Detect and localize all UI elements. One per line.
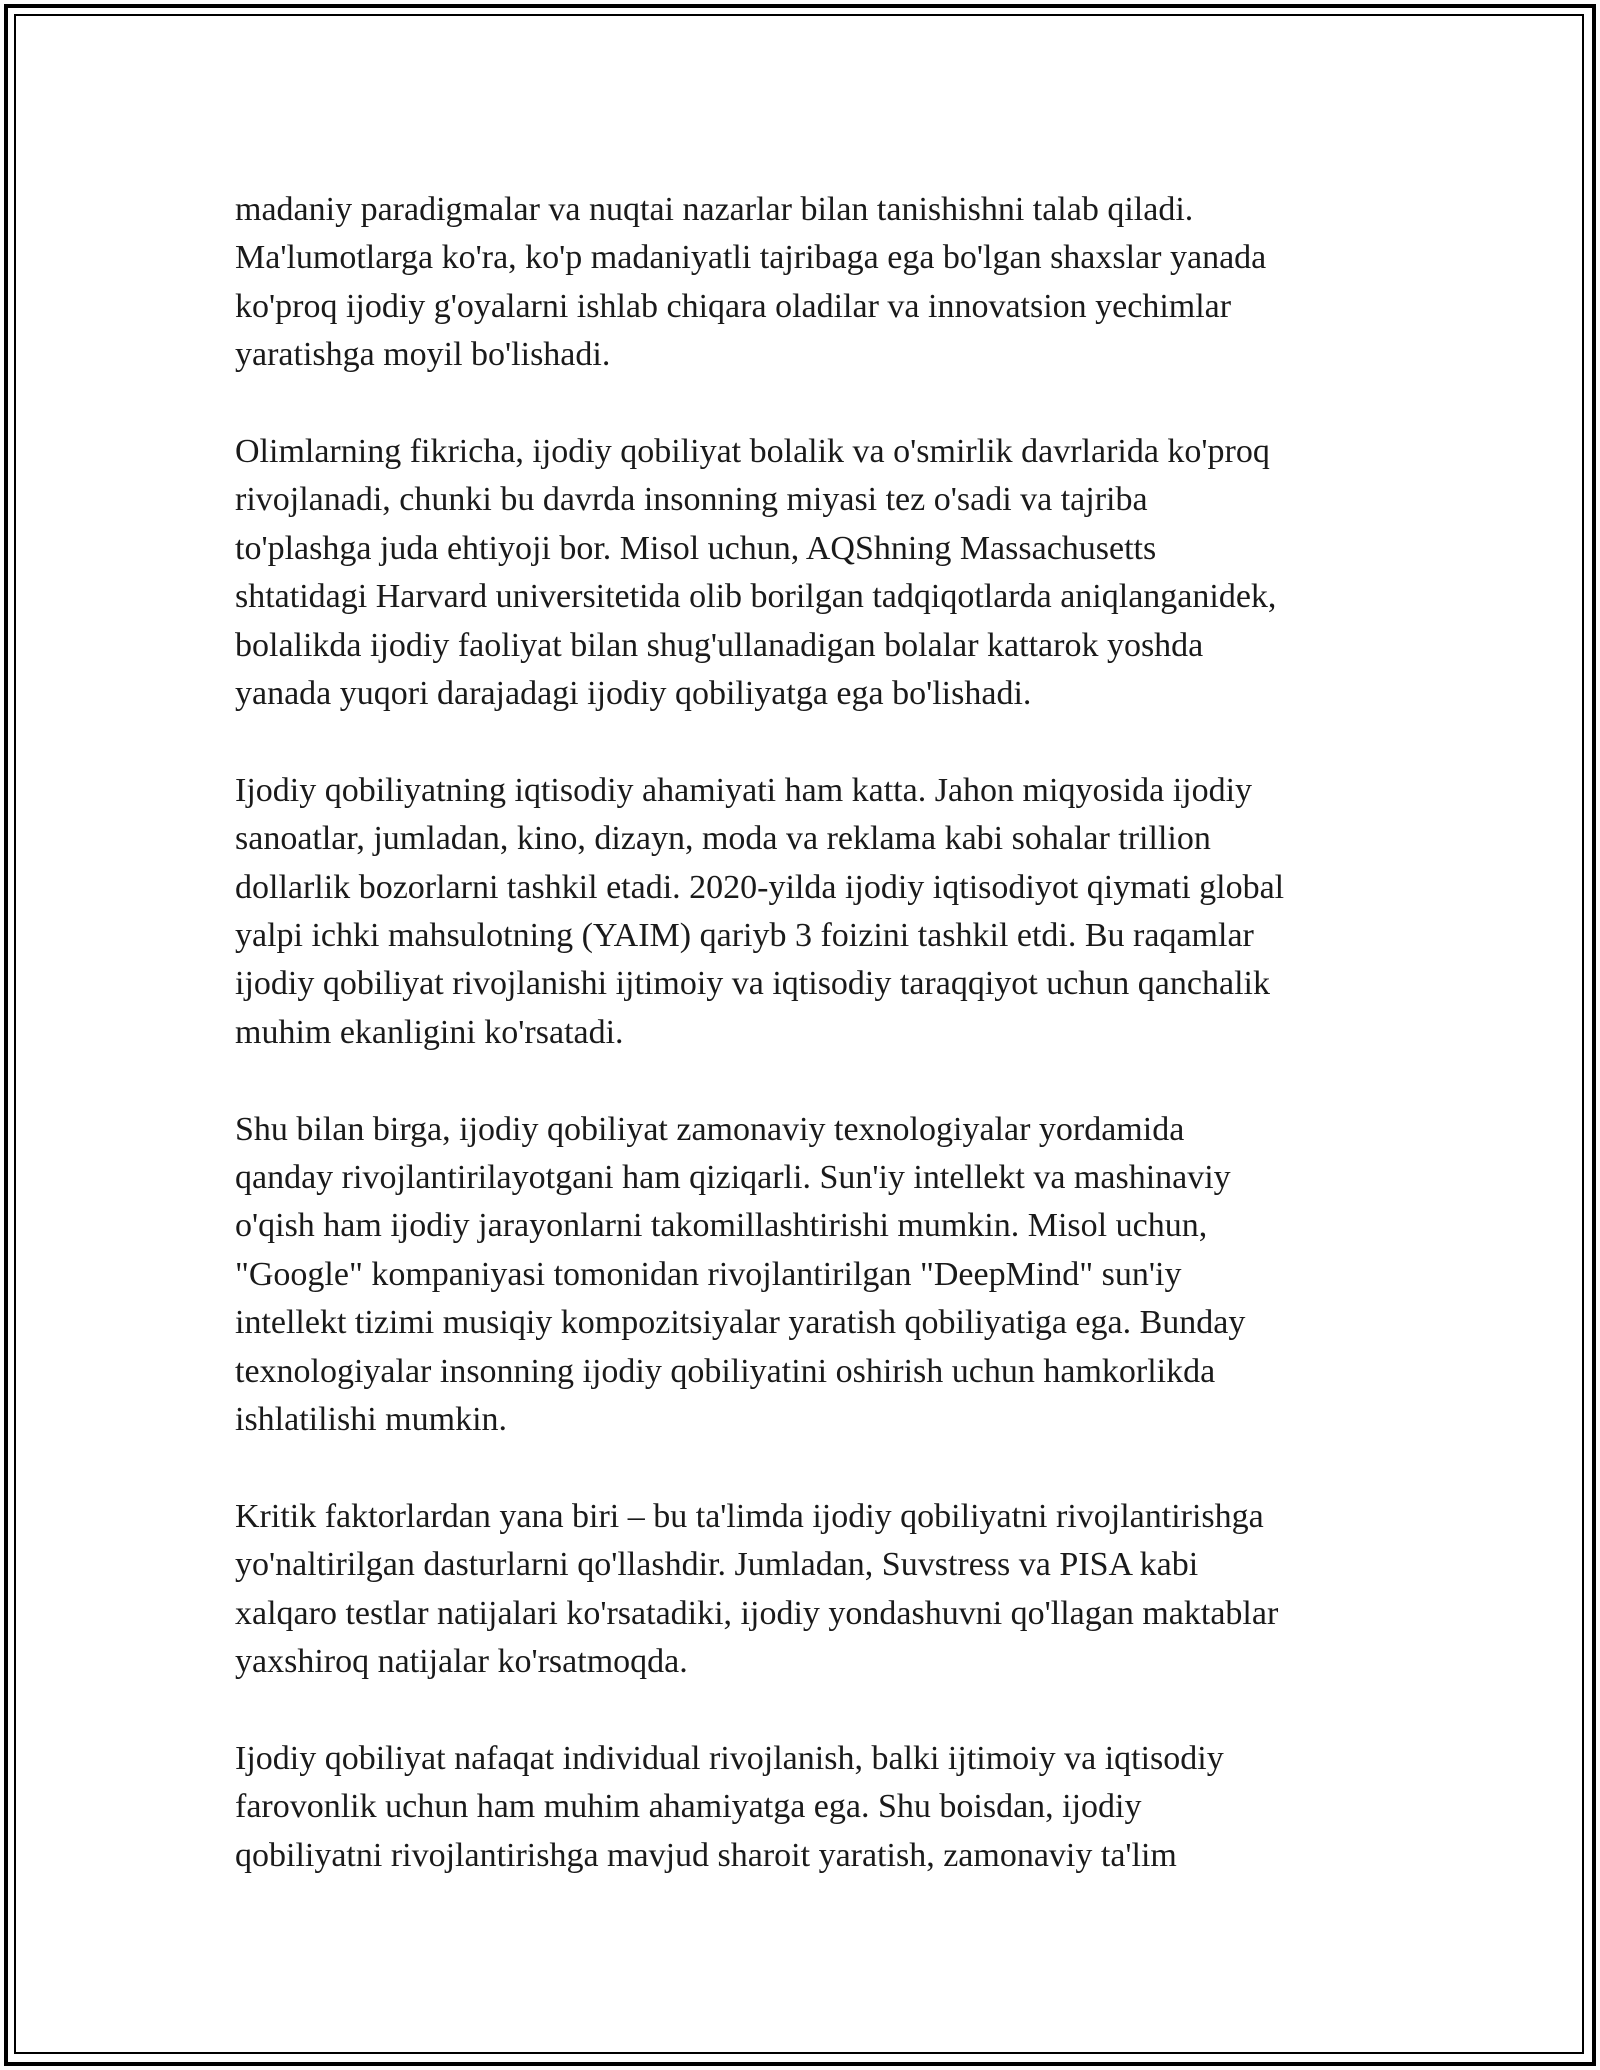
text-line: Ijodiy qobiliyat nafaqat individual rivojlanish, balki ijtimoiy va iqtisodiy <box>235 1739 1224 1777</box>
text-line: sanoatlar, jumladan, kino, dizayn, moda va reklama kabi sohalar trillion <box>235 820 1211 858</box>
text-line: Ma'lumotlarga ko'ra, ko'p madaniyatli tajribaga ega bo'lgan shaxslar yanada <box>235 239 1267 277</box>
paragraph <box>235 767 1375 1057</box>
text-line: Ijodiy qobiliyatning iqtisodiy ahamiyati ham katta. Jahon miqyosida ijodiy <box>235 771 1253 809</box>
text-line: Olimlarning fikricha, ijodiy qobiliyat bolalik va o'smirlik davrlarida ko'proq <box>235 433 1270 471</box>
paragraph <box>235 1106 1375 1445</box>
text-line: qobiliyatni rivojlantirishga mavjud sharoit yaratish, zamonaviy ta'lim <box>235 1836 1177 1874</box>
text-line: Kritik faktorlardan yana biri – bu ta'limda ijodiy qobiliyatni rivojlantirishga <box>235 1497 1264 1535</box>
paragraph <box>235 1735 1375 1880</box>
text-line: bolalikda ijodiy faoliyat bilan shug'ullanadigan bolalar kattarok yoshda <box>235 626 1204 664</box>
text-line: rivojlanadi, chunki bu davrda insonning miyasi tez o'sadi va tajriba <box>235 481 1148 519</box>
text-line: "Google" kompaniyasi tomonidan rivojlantirilgan "DeepMind" sun'iy <box>235 1255 1182 1293</box>
text-line: xalqaro testlar natijalari ko'rsatadiki, ijodiy yondashuvni qo'llagan maktablar <box>235 1594 1279 1632</box>
text-line: ishlatilishi mumkin. <box>235 1401 508 1439</box>
text-line: to'plashga juda ehtiyoji bor. Misol uchun, AQShning Massachusetts <box>235 529 1157 567</box>
text-line: o'qish ham ijodiy jarayonlarni takomillashtirishi mumkin. Misol uchun, <box>235 1207 1208 1245</box>
text-line: qanday rivojlantirilayotgani ham qiziqarli. Sun'iy intellekt va mashinaviy <box>235 1159 1231 1197</box>
text-line: Shu bilan birga, ijodiy qobiliyat zamonaviy texnologiyalar yordamida <box>235 1110 1185 1148</box>
document-body <box>235 186 1375 1929</box>
text-line: texnologiyalar insonning ijodiy qobiliyatini oshirish uchun hamkorlikda <box>235 1352 1216 1390</box>
text-line: intellekt tizimi musiqiy kompozitsiyalar yaratish qobiliyatiga ega. Bunday <box>235 1304 1246 1342</box>
text-line: farovonlik uchun ham muhim ahamiyatga ega. Shu boisdan, ijodiy <box>235 1788 1142 1826</box>
text-line: yo'naltirilgan dasturlarni qo'llashdir. Jumladan, Suvstress va PISA kabi <box>235 1546 1199 1584</box>
text-line: madaniy paradigmalar va nuqtai nazarlar bilan tanishishni talab qiladi. <box>235 191 1194 228</box>
text-line: yalpi ichki mahsulotning (YAIM) qariyb 3 foizini tashkil etdi. Bu raqamlar <box>235 917 1254 955</box>
text-line: shtatidagi Harvard universitetida olib borilgan tadqiqotlarda aniqlanganidek, <box>235 578 1277 616</box>
text-line: yanada yuqori darajadagi ijodiy qobiliyatga ega bo'lishadi. <box>235 675 1032 713</box>
text-line: yaratishga moyil bo'lishadi. <box>235 336 611 374</box>
text-line: muhim ekanligini ko'rsatadi. <box>235 1013 624 1051</box>
paragraph <box>235 428 1375 718</box>
text-line: dollarlik bozorlarni tashkil etadi. 2020-yilda ijodiy iqtisodiyot qiymati global <box>235 868 1285 906</box>
paragraph <box>235 186 1375 380</box>
text-line: ijodiy qobiliyat rivojlanishi ijtimoiy va iqtisodiy taraqqiyot uchun qanchalik <box>235 965 1270 1003</box>
text-line: yaxshiroq natijalar ko'rsatmoqda. <box>235 1643 688 1681</box>
paragraph <box>235 1493 1375 1687</box>
text-line: ko'proq ijodiy g'oyalarni ishlab chiqara oladilar va innovatsion yechimlar <box>235 287 1232 325</box>
